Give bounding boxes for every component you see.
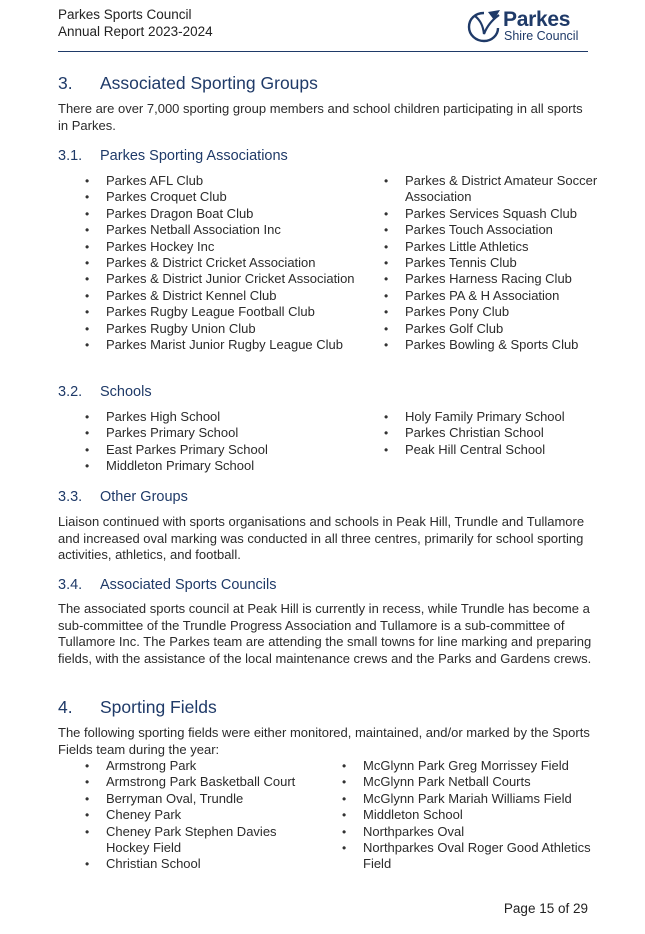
list-item: • Berryman Oval, Trundle [58, 791, 318, 807]
section-4-intro: The following sporting fields were either monitored, maintained, and/or marked by the Sports Fields team during the year: [58, 725, 590, 757]
logo-name: Parkes [503, 8, 571, 31]
list-item: • Parkes Hockey Inc [58, 239, 358, 255]
list-item: • Christian School [58, 856, 318, 872]
page-number: Page 15 of 29 [503, 901, 588, 916]
header-report-title: Annual Report 2023-2024 [58, 24, 213, 39]
list-item: • Parkes PA & H Association [357, 288, 617, 304]
list-item: • Holy Family Primary School [357, 409, 617, 425]
list-item: • Parkes Harness Racing Club [357, 271, 617, 287]
fields-list-right [315, 758, 595, 873]
list-item: • Parkes Rugby Union Club [58, 321, 358, 337]
list-item: • Parkes Touch Association [357, 222, 617, 238]
section-number: 4. [58, 697, 73, 717]
list-item: • Parkes Services Squash Club [357, 206, 617, 222]
list-item: • Parkes Little Athletics [357, 239, 617, 255]
list-item: • Parkes High School [58, 409, 358, 425]
section-3-heading [58, 73, 318, 94]
logo-subtitle: Shire Council [504, 29, 579, 43]
list-item: • Middleton School [315, 807, 595, 823]
subsection-3-4-heading [58, 577, 277, 593]
section-3-intro: There are over 7,000 sporting group members and school children participating in all sports in Parkes. [58, 101, 583, 133]
subsection-title: Other Groups [100, 489, 188, 505]
list-item: • Parkes & District Kennel Club [58, 288, 358, 304]
list-item: • Northparkes Oval [315, 824, 595, 840]
list-item: • Armstrong Park [58, 758, 318, 774]
subsection-number: 3.2. [58, 384, 83, 400]
subsection-title: Associated Sports Councils [100, 577, 277, 593]
list-item: • Northparkes Oval Roger Good Athletics Field [315, 840, 595, 873]
subsection-title: Schools [100, 384, 152, 400]
section-title: Associated Sporting Groups [100, 73, 318, 93]
other-groups-text: Liaison continued with sports organisations and schools in Peak Hill, Trundle and Tullamore and increased oval marking was conducted in all three centres, primarily for school sporting activities, athletics, and football. [58, 514, 585, 562]
subsection-3-1-heading [58, 148, 288, 164]
list-item: • Parkes Croquet Club [58, 189, 358, 205]
list-item: • McGlynn Park Greg Morrissey Field [315, 758, 595, 774]
list-item: • Parkes & District Cricket Association [58, 255, 358, 271]
list-item: • Cheney Park [58, 807, 318, 823]
list-item: • Parkes & District Junior Cricket Association [58, 271, 358, 287]
fields-list-left [58, 758, 318, 873]
list-item: • McGlynn Park Netball Courts [315, 774, 595, 790]
list-item: • Parkes Tennis Club [357, 255, 617, 271]
list-item: • Parkes Pony Club [357, 304, 617, 320]
schools-list-right [357, 409, 617, 458]
list-item: • Cheney Park Stephen Davies Hockey Field [58, 824, 318, 857]
list-item: • Armstrong Park Basketball Court [58, 774, 318, 790]
list-item: • Parkes Dragon Boat Club [58, 206, 358, 222]
list-item: • Parkes Marist Junior Rugby League Club [58, 337, 358, 353]
list-item: • Middleton Primary School [58, 458, 358, 474]
associations-list-left [58, 173, 358, 353]
list-item: • Peak Hill Central School [357, 442, 617, 458]
section-4-heading [58, 697, 217, 718]
list-item: • Parkes Rugby League Football Club [58, 304, 358, 320]
list-item: • East Parkes Primary School [58, 442, 358, 458]
subsection-3-3-heading [58, 489, 188, 505]
schools-list-left [58, 409, 358, 475]
list-item: • Parkes AFL Club [58, 173, 358, 189]
council-logo [466, 8, 592, 46]
section-number: 3. [58, 73, 73, 93]
list-item: • Parkes Primary School [58, 425, 358, 441]
header-divider [58, 51, 588, 52]
sports-councils-text: The associated sports council at Peak Hill is currently in recess, while Trundle has become a sub-committee of the Trundle Progress Association and Tullamore is a sub-committee of Tullamore Inc. The Parkes team are attending the small towns for line marking and preparing fields, with the assistance of the local maintenance crews and the Parks and Gardens crews. [58, 601, 592, 666]
associations-list-right [357, 173, 617, 353]
header-org: Parkes Sports Council [58, 7, 192, 22]
list-item: • McGlynn Park Mariah Williams Field [315, 791, 595, 807]
list-item: • Parkes Bowling & Sports Club [357, 337, 617, 353]
subsection-number: 3.3. [58, 489, 83, 505]
list-item: • Parkes Christian School [357, 425, 617, 441]
list-item: • Parkes & District Amateur Soccer Association [357, 173, 617, 206]
subsection-number: 3.4. [58, 577, 83, 593]
document-header [58, 6, 213, 40]
subsection-3-2-heading [58, 384, 152, 400]
logo-emblem-icon [466, 8, 502, 44]
subsection-number: 3.1. [58, 148, 83, 164]
subsection-title: Parkes Sporting Associations [100, 148, 288, 164]
section-title: Sporting Fields [100, 697, 217, 717]
list-item: • Parkes Netball Association Inc [58, 222, 358, 238]
list-item: • Parkes Golf Club [357, 321, 617, 337]
